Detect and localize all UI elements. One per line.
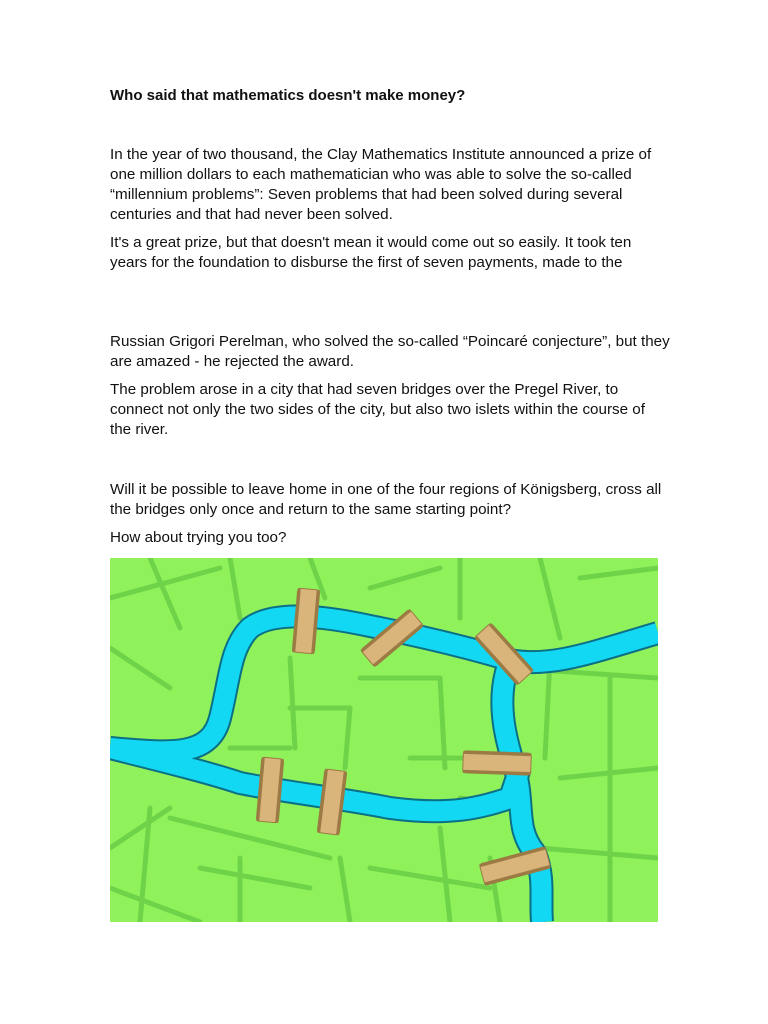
paragraph-payments: It's a great prize, but that doesn't mean it would come out so easily. It took ten years for the foundation to disburse the first of seven payments, made to the (110, 234, 632, 271)
paragraph-bridges: The problem arose in a city that had seven bridges over the Pregel River, to connect not only the two sides of the city, but also two islets within the course of the river. (110, 381, 645, 438)
paragraph-question: Will it be possible to leave home in one of the four regions of Königsberg, cross all the bridges only once and return to the same starting point? (110, 481, 662, 518)
page-title: Who said that mathematics doesn't make money? (110, 87, 466, 104)
konigsberg-map (110, 558, 658, 922)
paragraph-try: How about trying you too? (110, 529, 287, 546)
paragraph-prize: In the year of two thousand, the Clay Mathematics Institute announced a prize of one million dollars to each mathematician who was able to solve the so-called “millennium problems”: Seven problems that had been solved during several centuries and that had never been solved. (110, 146, 652, 223)
paragraph-perelman: Russian Grigori Perelman, who solved the so-called “Poincaré conjecture”, but they are amazed - he rejected the award. (110, 333, 670, 370)
konigsberg-map-illustration (110, 558, 658, 922)
bridge-4 (463, 751, 532, 775)
